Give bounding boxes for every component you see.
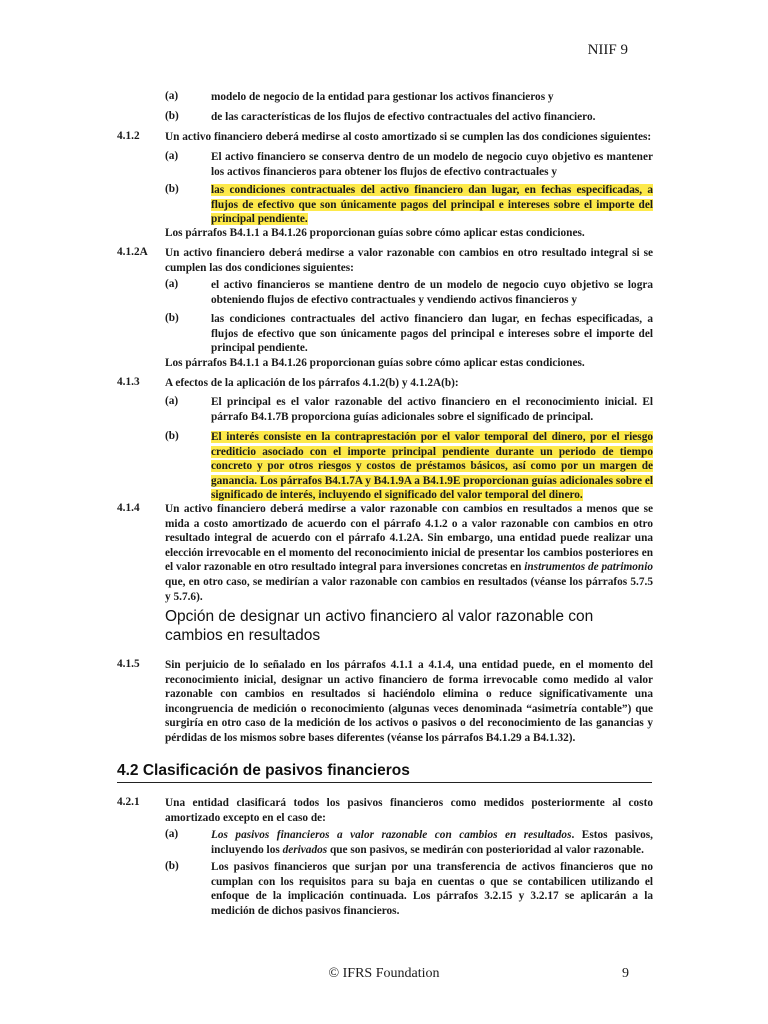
list-text-b: de las características de los flujos de efectivo contractuales del activo financiero. [211, 111, 596, 123]
section-4-1-3-item-a: El principal es el valor razonable del activo financiero en el reconocimiento inicial. El párrafo B4.1.7B proporciona guías adicionales sobre el significado de principal. [211, 396, 653, 423]
section-4-1-2a-item-b: las condiciones contractuales del activo financiero dan lugar, en fechas especificadas, a flujos de efectivo que son únicamente pagos del principal e intereses sobre el importe del principal pendiente. [211, 313, 653, 355]
item-label-b: (b) [165, 183, 179, 195]
page-header-title: NIIF 9 [587, 42, 628, 58]
section-4-1-2-item-b [211, 183, 653, 227]
section-4-1-3-item-b [211, 430, 653, 503]
list-label-a: (a) [165, 90, 179, 102]
footer-copyright: © IFRS Foundation [328, 966, 440, 981]
text-run: . Estos pasivos, incluyendo los [211, 829, 653, 856]
section-heading: 4.2 Clasificación de pasivos financieros [117, 762, 652, 783]
item-label-a: (a) [165, 828, 179, 840]
section-number-4-1-2: 4.1.2 [117, 130, 140, 142]
section-number-4-1-4: 4.1.4 [117, 502, 140, 514]
section-4-1-3-intro: A efectos de la aplicación de los párrafos 4.1.2(b) y 4.1.2A(b): [165, 377, 459, 389]
section-number-4-1-2a: 4.1.2A [117, 246, 148, 258]
section-4-1-4-text [165, 502, 653, 604]
text-run: que son pasivos, se medirán con posterioridad al valor razonable. [327, 843, 644, 856]
item-label-b: (b) [165, 860, 179, 872]
text-run: Un activo financiero deberá medirse a valor razonable con cambios en resultados a menos que se mida a costo amortizado de acuerdo con el párrafo 4.1.2 o a valor razonable con cambios en otro resultado integral de acuerdo con el párrafo 4.1.2A. Sin embargo, una entidad puede realizar una elección irrevocable en el momento del reconocimiento inicial de presentar los cambios posteriores en el valor razonable en otro resultado integral para inversiones concretas en [165, 503, 653, 574]
footer-page-number: 9 [622, 966, 629, 981]
section-4-2-1-item-a [211, 828, 653, 857]
section-4-1-2a-note: Los párrafos B4.1.1 a B4.1.26 proporcionan guías sobre cómo aplicar estas condiciones. [165, 357, 585, 369]
highlighted-text: las condiciones contractuales del activo financiero dan lugar, en fechas especificadas, a flujos de efectivo que son únicamente pagos del principal e intereses sobre el importe del principal pendiente. [211, 184, 653, 226]
highlighted-text: El interés consiste en la contraprestación por el valor temporal del dinero, por el riesgo crediticio asociado con el importe principal pendiente durante un periodo de tiempo concreto y por otros riesgos y costos de préstamos básicos, así como por un margen de ganancia. Los párrafos B4.1.7A y B4.1.9A a B4.1.9E proporcionan guías adicionales sobre el significado de interés, incluyendo el significado del valor temporal del dinero. [211, 431, 653, 502]
list-label-b: (b) [165, 110, 179, 122]
section-number-4-1-5: 4.1.5 [117, 658, 140, 670]
item-label-a: (a) [165, 395, 179, 407]
section-4-1-2-intro: Un activo financiero deberá medirse al costo amortizado si se cumplen las dos condiciones siguientes: [165, 131, 652, 143]
section-4-1-5-text: Sin perjuicio de lo señalado en los párrafos 4.1.1 a 4.1.4, una entidad puede, en el momento del reconocimiento inicial, designar un activo financiero de forma irrevocable como medido al valor razonable con cambios en resultados si haciéndolo elimina o reduce significativamente una incongruencia de medición o reconocimiento (algunas veces denominada “asimetría contable”) que surgiría en otro caso de la medición de los activos o pasivos o del reconocimiento de las ganancias y pérdidas de los mismos sobre bases diferentes (véanse los párrafos B4.1.29 a B4.1.32). [165, 659, 653, 744]
italic-term: instrumentos de patrimonio [524, 561, 653, 574]
italic-term: Los pasivos financieros a valor razonable con cambios en resultados [211, 829, 572, 841]
item-label-a: (a) [165, 278, 179, 290]
section-number-4-2-1: 4.2.1 [117, 796, 140, 808]
section-4-2-1-item-b: Los pasivos financieros que surjan por una transferencia de activos financieros que no cumplan con los requisitos para su baja en cuentas o que se contabilicen utilizando el enfoque de la implicación continuada. Los párrafos 3.2.15 y 3.2.17 se aplicarán a la medición de dichos pasivos financieros. [211, 861, 653, 917]
section-4-1-2a-item-a: el activo financieros se mantiene dentro de un modelo de negocio cuyo objetivo se logra obteniendo flujos de efectivo contractuales y vendiendo activos financieros y [211, 279, 653, 306]
subsection-heading: Opción de designar un activo financiero al valor razonable con cambios en resultados [165, 608, 594, 644]
italic-term: derivados [282, 843, 328, 856]
section-4-1-2-item-a: El activo financiero se conserva dentro de un modelo de negocio cuyo objetivo es mantener los activos financieros para obtener los flujos de efectivo contractuales y [211, 151, 653, 178]
item-label-a: (a) [165, 150, 179, 162]
section-number-4-1-3: 4.1.3 [117, 376, 140, 388]
text-run: que, en otro caso, se medirían a valor razonable con cambios en resultados (véanse los párrafos 5.7.5 y 5.7.6). [165, 575, 653, 603]
section-4-1-2-note: Los párrafos B4.1.1 a B4.1.26 proporcionan guías sobre cómo aplicar estas condiciones. [165, 227, 585, 239]
section-4-2-1-intro: Una entidad clasificará todos los pasivos financieros como medidos posteriormente al costo amortizado excepto en el caso de: [165, 797, 653, 824]
item-label-b: (b) [165, 312, 179, 324]
item-label-b: (b) [165, 430, 179, 442]
list-text-a: modelo de negocio de la entidad para gestionar los activos financieros y [211, 91, 554, 103]
section-4-1-2a-intro: Un activo financiero deberá medirse a valor razonable con cambios en otro resultado integral si se cumplen las dos condiciones siguientes: [165, 247, 653, 274]
